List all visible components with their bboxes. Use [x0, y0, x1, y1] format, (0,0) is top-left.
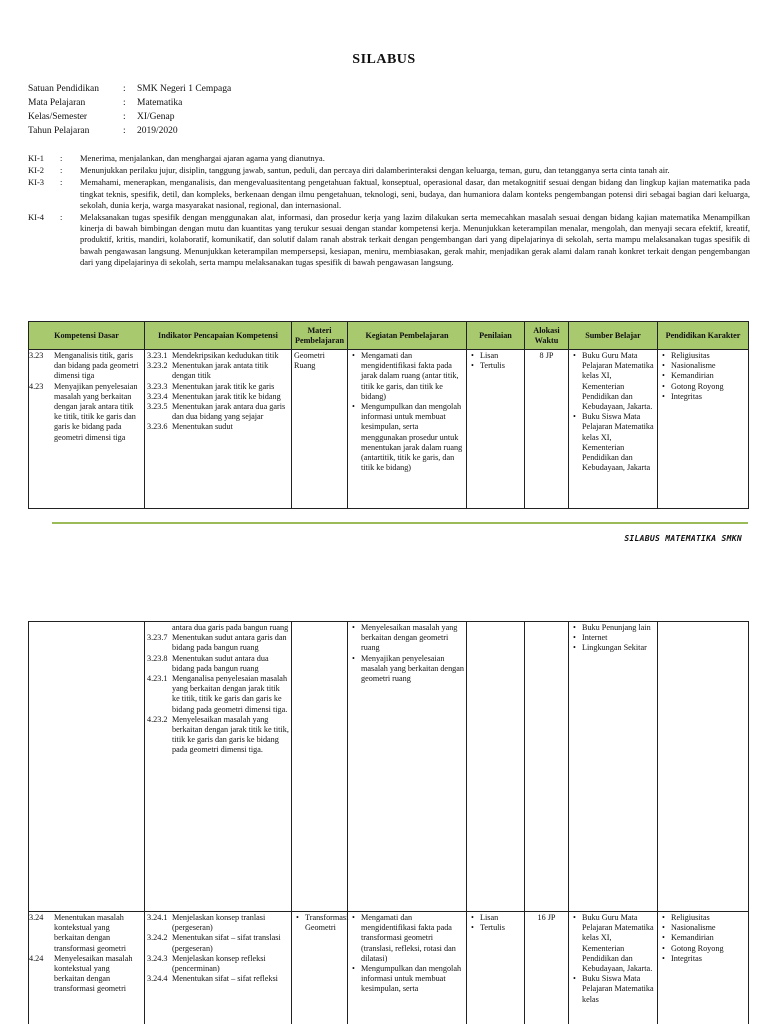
materi-cell: Geometri Ruang [292, 350, 348, 509]
karakter-item: • Religiusitas [660, 351, 746, 361]
identity-value: XI/Genap [137, 112, 175, 122]
kd-item: 3.23 Menganalisis titik, garis dan bidang pada geometri dimensi tiga [29, 351, 139, 381]
kegiatan-cell [348, 350, 467, 509]
kd-item: 4.24 Menyelesaikan masalah kontekstual yang berkaitan dengan transformasi geometri [29, 953, 133, 994]
ki-sep: : [60, 177, 63, 188]
identity-row [28, 98, 231, 112]
ki-sep: : [60, 212, 63, 223]
kegiatan-item: • Menyajikan penyelesaian masalah yang berkaitan dengan geometri ruang [350, 654, 464, 685]
materi-item: • Transformasi Geometri [294, 913, 345, 933]
col-karakter: Pendidikan Karakter [658, 322, 749, 350]
karakter-item: • Nasionalisme [660, 361, 746, 371]
col-materi: Materi Pembelajaran [292, 322, 348, 350]
sumber-item: • Buku Siswa Mata Pelajaran Matematika kelas XI, Kementerian Pendidikan dan Kebudayaan, Jakarta [571, 412, 655, 473]
alokasi-cell: 16 JP [525, 912, 569, 1024]
identity-value: SMK Negeri 1 Cempaga [137, 84, 232, 94]
ipk-item: 3.23.7 Menentukan sudut antara garis dan bidang pada bangun ruang [147, 633, 287, 653]
table-row [29, 622, 749, 912]
ipk-item: 3.24.3 Menjelaskan konsep refleksi (pencerminan) [147, 953, 266, 974]
kd-cell [29, 912, 145, 1024]
ki-list [28, 153, 750, 269]
materi-cell [292, 622, 348, 912]
col-kompetensi-dasar: Kompetensi Dasar [29, 322, 145, 350]
sumber-item: • Buku Guru Mata Pelajaran Matematika kelas XI, Kementerian Pendidikan dan Kebudayaan, Jakarta. [571, 913, 655, 974]
table-row [29, 350, 749, 509]
ki-text: Menunjukkan perilaku jujur, disiplin, tanggung jawab, santun, peduli, dan percaya diri dalamberinteraksi dengan keluarga, teman, guru, dan tetangganya serta cinta tanah air. [80, 165, 670, 176]
karakter-item: • Religiusitas [660, 913, 746, 923]
ipk-cell [145, 350, 292, 509]
ki-code: KI-3 [28, 177, 45, 188]
penilaian-item: • Lisan [469, 351, 522, 361]
identity-label: Mata Pelajaran [28, 98, 86, 108]
identity-sep: : [123, 98, 126, 108]
ipk-item: 3.23.1 Mendekripsikan kedudukan titik [147, 351, 279, 360]
ipk-item: 3.23.6 Menentukan sudut [147, 422, 233, 432]
ipk-item: 3.24.2 Menentukan sifat – sifat translasi (pergeseran) [147, 933, 281, 953]
ki-row [28, 177, 750, 211]
kegiatan-item: • Menyelesaikan masalah yang berkaitan dengan geometri ruang [350, 623, 464, 654]
identity-label: Kelas/Semester [28, 112, 88, 122]
ipk-item: 3.23.5 Menentukan jarak antara dua garis dan dua bidang yang sejajar [147, 402, 286, 422]
identity-value: 2019/2020 [137, 126, 178, 136]
col-indikator: Indikator Pencapaian Kompetensi [145, 322, 292, 350]
sumber-cell [569, 350, 658, 509]
karakter-item: • Kemandirian [660, 933, 746, 943]
ki-row [28, 153, 750, 164]
ki-code: KI-2 [28, 165, 45, 176]
ki-text: Melaksanakan tugas spesifik dengan menggunakan alat, informasi, dan prosedur kerja yang lazim dilakukan serta memecahkan masalah sesuai dengan bidang kajian matematika Menampilkan kinerja di bawah bimbingan dengan mutu dan kuantitas yang terukur sesuai dengan standar kompetensi kerja. Menunjukkan keterampilan menalar, mengolah, dan menyaji secara efektif, kreatif, produktif, kritis, mandiri, kolaboratif, komunikatif, dan solutif dalam ranah abstrak terkait dengan pengembangan dari yang dipelajarinya di sekolah, serta mampu melaksanakan tugas spesifik di bawah pengawasan langsung. Menunjukkan keterampilan mempersepsi, kesiapan, meniru, membiasakan, gerak mahir, menjadikan gerak alami dalam ranah konkret terkait dengan pengembangan dari yang dipelajarinya di sekolah, serta mampu melaksanakan tugas spesifik di bawah pengawasan langsung. [80, 212, 750, 267]
footer-divider [52, 522, 748, 524]
ki-text: Menerima, menjalankan, dan menghargai ajaran agama yang dianutnya. [80, 153, 325, 163]
penilaian-cell [467, 350, 525, 509]
penilaian-cell [467, 622, 525, 912]
col-kegiatan: Kegiatan Pembelajaran [348, 322, 467, 350]
ipk-item: 4.23.1 Menganalisa penyelesaian masalah yang berkaitan dengan jarak titik ke titik, titik ke garis dan garis ke bidang pada geometri dimensi tiga. [147, 674, 288, 714]
sumber-cell [569, 622, 658, 912]
penilaian-item: • Lisan [469, 913, 522, 923]
penilaian-cell [467, 912, 525, 1024]
syllabus-table-page-1 [28, 321, 749, 509]
col-alokasi: Alokasi Waktu [525, 322, 569, 350]
kd-item: 3.24 Menentukan masalah kontekstual yang berkaitan dengan transformasi geometri [29, 913, 127, 953]
page-footer: SILABUS MATEMATIKA SMKN [624, 534, 742, 543]
ki-row [28, 212, 750, 268]
karakter-item: • Gotong Royong [660, 382, 746, 392]
ipk-item: 3.24.1 Menjelaskan konsep tranlasi (pergeseran) [147, 913, 266, 933]
identity-sep: : [123, 84, 126, 94]
ipk-item: 3.23.3 Menentukan jarak titik ke garis [147, 381, 275, 391]
identity-label: Tahun Pelajaran [28, 126, 90, 136]
ki-sep: : [60, 153, 63, 163]
karakter-item: • Nasionalisme [660, 923, 746, 933]
karakter-cell [658, 622, 749, 912]
table-row [29, 912, 749, 1024]
ipk-cell [145, 622, 292, 912]
penilaian-item: • Tertulis [469, 361, 522, 371]
identity-row [28, 126, 231, 140]
kegiatan-cell [348, 622, 467, 912]
sumber-item: • Buku Siswa Mata Pelajaran Matematika kelas [571, 974, 655, 1005]
sumber-item: • Lingkungan Sekitar [571, 643, 655, 653]
ipk-item: 3.23.8 Menentukan sudut antara dua bidang pada bangun ruang [147, 653, 269, 673]
kd-item: 4.23 Menyajikan penyelesaian masalah yang berkaitan dengan jarak antara titik ke titik, titik ke garis dan garis ke bidang pada geometri dimensi tiga [29, 381, 138, 442]
karakter-item: • Integritas [660, 392, 746, 402]
kegiatan-item: • Mengamati dan mengidentifikasi fakta pada jarak dalam ruang (antar titik, titik ke garis, dan titik ke bidang) [350, 351, 464, 402]
kd-cell [29, 350, 145, 509]
identity-row [28, 112, 231, 126]
kegiatan-item: • Mengumpulkan dan mengolah informasi untuk membuat kesimpulan, serta menggunakan prosedur untuk menentukan jarak dalam ruang (antartitik, titik ke garis, dan titik ke bidang) [350, 402, 464, 473]
ki-text: Memahami, menerapkan, menganalisis, dan mengevaluasitentang pengetahuan faktual, konseptual, operasional dasar, dan metakognitif sesuai dengan bidang dan lingkup kajian matematika pada tingkat teknis, spesifik, detil, dan kompleks, berkenaan dengan ilmu pengetahuan, teknologi, seni, budaya, dan humaniora dalam konteks pengembangan potensi diri sebagai bagian dari keluarga, sekolah, dunia kerja, warga masyarakat nasional, regional, dan internasional. [80, 177, 750, 210]
karakter-item: • Gotong Royong [660, 944, 746, 954]
ipk-item: antara dua garis pada bangun ruang [172, 623, 289, 632]
identity-value: Matematika [137, 98, 183, 108]
ipk-item: 3.23.2 Menentukan jarak antata titik dengan titik [147, 361, 269, 381]
ipk-item: 3.23.4 Menentukan jarak titik ke bidang [147, 391, 281, 401]
identity-sep: : [123, 112, 126, 122]
col-penilaian: Penilaian [467, 322, 525, 350]
document-title: SILABUS [352, 52, 416, 67]
ipk-cell [145, 912, 292, 1024]
sumber-cell [569, 912, 658, 1024]
ki-code: KI-1 [28, 153, 45, 163]
karakter-cell [658, 912, 749, 1024]
karakter-item: • Integritas [660, 954, 746, 964]
alokasi-cell: 8 JP [525, 350, 569, 509]
ki-code: KI-4 [28, 212, 45, 223]
karakter-cell [658, 350, 749, 509]
identity-label: Satuan Pendidikan [28, 84, 99, 94]
col-sumber: Sumber Belajar [569, 322, 658, 350]
identity-row [28, 84, 231, 98]
identity-sep: : [123, 126, 126, 136]
penilaian-item: • Tertulis [469, 923, 522, 933]
ipk-item: 3.24.4 Menentukan sifat – sifat refleksi [147, 974, 278, 984]
materi-cell [292, 912, 348, 1024]
page-gap [0, 560, 768, 620]
sumber-item: • Buku Penunjang lain [571, 623, 655, 633]
identity-block [28, 84, 231, 140]
ki-sep: : [60, 165, 63, 176]
kegiatan-item: • Mengamati dan mengidentifikasi fakta pada transformasi geometri (translasi, refleksi, rotasi dan dilatasi) [350, 913, 464, 964]
karakter-item: • Kemandirian [660, 371, 746, 381]
sumber-item: • Internet [571, 633, 655, 643]
alokasi-cell [525, 622, 569, 912]
ki-row [28, 165, 750, 176]
ipk-item: 4.23.2 Menyelesaikan masalah yang berkaitan dengan jarak titik ke titik, titik ke garis dan garis ke bidang pada geometri dimensi tiga. [147, 714, 289, 755]
sumber-item: • Buku Guru Mata Pelajaran Matematika kelas XI, Kementerian Pendidikan dan Kebudayaan, Jakarta. [571, 351, 655, 412]
table-header-row [29, 322, 749, 350]
syllabus-table-page-2 [28, 621, 749, 1024]
kegiatan-cell [348, 912, 467, 1024]
kd-cell [29, 622, 145, 912]
kegiatan-item: • Mengumpulkan dan mengolah informasi untuk membuat kesimpulan, serta [350, 964, 464, 995]
